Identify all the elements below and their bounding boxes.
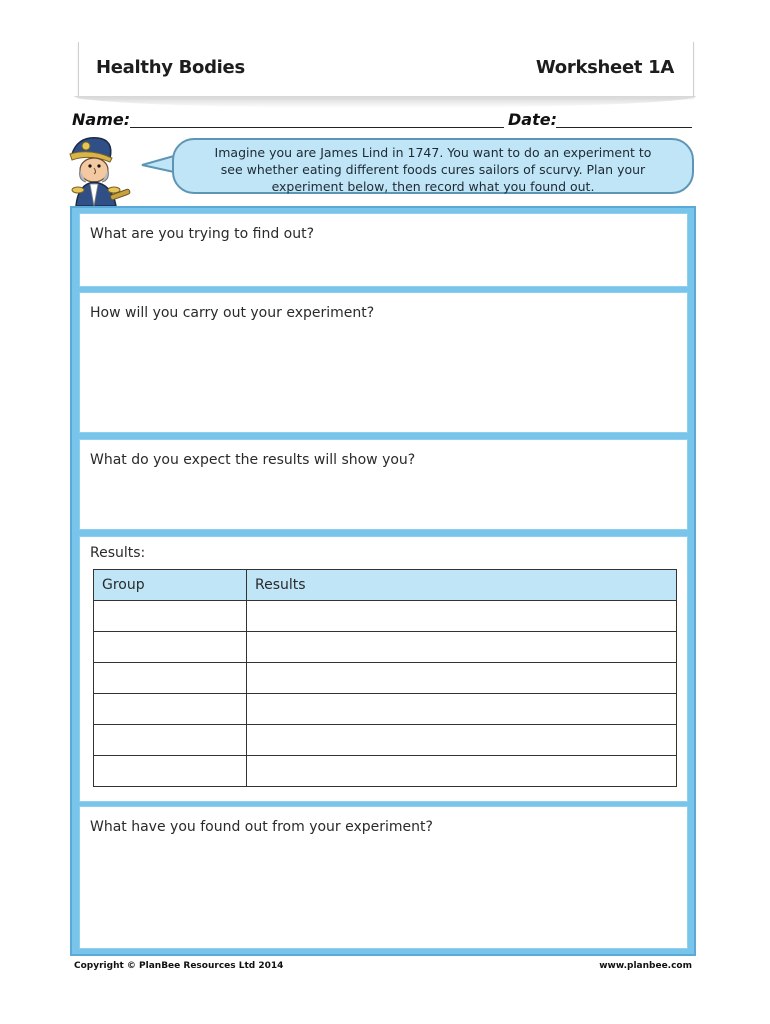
results-box bbox=[79, 536, 688, 802]
group-cell[interactable] bbox=[94, 694, 247, 725]
results-table bbox=[93, 569, 677, 787]
results-table-header-row bbox=[94, 570, 677, 601]
question-box-method[interactable] bbox=[79, 292, 688, 433]
speech-bubble-tail bbox=[140, 154, 176, 174]
question-aim: What are you trying to find out? bbox=[90, 226, 315, 242]
results-label: Results: bbox=[90, 545, 146, 561]
question-box-prediction[interactable] bbox=[79, 439, 688, 530]
results-cell[interactable] bbox=[247, 601, 677, 632]
table-row bbox=[94, 601, 677, 632]
column-header-group: Group bbox=[94, 570, 247, 601]
group-cell[interactable] bbox=[94, 725, 247, 756]
question-conclusion: What have you found out from your experiment? bbox=[90, 819, 433, 835]
intro-line-2: see whether eating different foods cures sailors of scurvy. Plan your bbox=[220, 162, 646, 177]
question-box-aim[interactable] bbox=[79, 213, 688, 287]
group-cell[interactable] bbox=[94, 663, 247, 694]
name-date-row bbox=[72, 110, 692, 132]
question-method: How will you carry out your experiment? bbox=[90, 305, 375, 321]
intro-line-3: experiment below, then record what you found out. bbox=[271, 179, 595, 194]
name-field[interactable] bbox=[130, 127, 504, 128]
table-row bbox=[94, 663, 677, 694]
banner-shadow bbox=[74, 96, 696, 108]
intro-speech-bubble bbox=[172, 138, 694, 194]
question-box-conclusion[interactable] bbox=[79, 806, 688, 949]
table-row bbox=[94, 632, 677, 663]
date-field[interactable] bbox=[556, 127, 692, 128]
name-label: Name: bbox=[72, 110, 131, 129]
results-cell[interactable] bbox=[247, 756, 677, 787]
website-link[interactable]: www.planbee.com bbox=[599, 961, 692, 971]
table-row bbox=[94, 725, 677, 756]
question-prediction: What do you expect the results will show you? bbox=[90, 452, 416, 468]
intro-line-1: Imagine you are James Lind in 1747. You want to do an experiment to bbox=[214, 145, 652, 160]
group-cell[interactable] bbox=[94, 601, 247, 632]
results-cell[interactable] bbox=[247, 725, 677, 756]
sailor-character-icon bbox=[64, 134, 134, 206]
table-row bbox=[94, 694, 677, 725]
worksheet-number: Worksheet 1A bbox=[535, 57, 674, 78]
group-cell[interactable] bbox=[94, 632, 247, 663]
group-cell[interactable] bbox=[94, 756, 247, 787]
column-header-results: Results bbox=[247, 570, 677, 601]
copyright-notice: Copyright © PlanBee Resources Ltd 2014 bbox=[74, 961, 284, 971]
results-cell[interactable] bbox=[247, 694, 677, 725]
date-label: Date: bbox=[508, 110, 557, 129]
results-cell[interactable] bbox=[247, 632, 677, 663]
table-row bbox=[94, 756, 677, 787]
results-cell[interactable] bbox=[247, 663, 677, 694]
worksheet-topic-title: Healthy Bodies bbox=[96, 57, 245, 78]
